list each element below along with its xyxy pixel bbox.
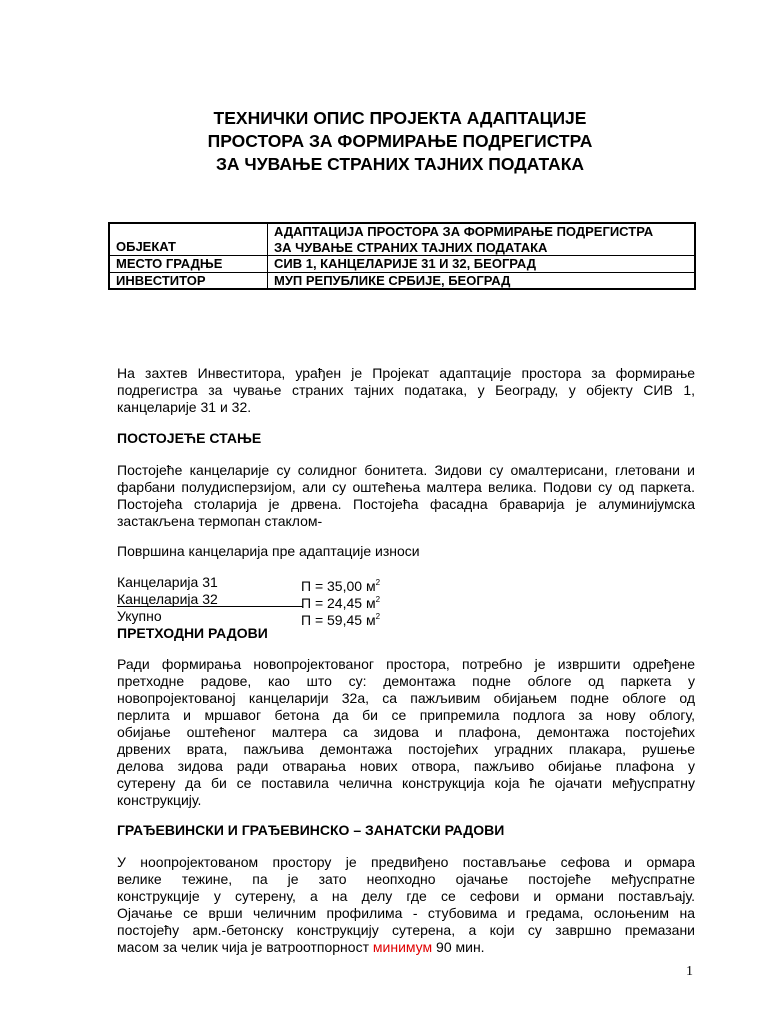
paragraph-line: Ојачање се врши челичним профилима - стубовима и гредама, ослоњеним на xyxy=(117,905,695,921)
area-total-underline xyxy=(117,606,303,607)
info-key: ИНВЕСТИТОР xyxy=(109,272,268,289)
area-name: Укупно xyxy=(117,608,162,624)
paragraph-line: обијање оштећеног малтера са зидова и плафона, демонтажа постојећих xyxy=(117,724,695,740)
title-line-1: ТЕХНИЧКИ ОПИС ПРОЈЕКТА АДАПТАЦИЈЕ xyxy=(213,108,587,128)
project-info-table xyxy=(108,222,696,290)
paragraph-line: Ради формирања новопројектованог простора, потребно је извршити одређене xyxy=(117,656,695,672)
paragraph-line: дрвених врата, пажљива демонтажа постојећих уградних плакара, рушење xyxy=(117,741,695,757)
info-key: МЕСТО ГРАДЊЕ xyxy=(109,256,268,273)
paragraph-line: конструкције у сутерену, а на делу где се сефови и ормани постављају. xyxy=(117,888,695,904)
info-value: МУП РЕПУБЛИКЕ СРБИЈЕ, БЕОГРАД xyxy=(268,272,696,289)
paragraph-line: делова зидова ради отварања нових отвора, пажљиво обијање плафона у xyxy=(117,758,695,774)
area-value: П = 35,00 $м^2$ xyxy=(301,578,381,594)
section-heading-preliminary-works: ПРЕТХОДНИ РАДОВИ xyxy=(117,625,268,641)
paragraph-line: велике тежине, па је зато неопходно ојачање постојеће међуспратне xyxy=(117,871,695,887)
paragraph-line: постојећу арм.-бетонску конструкцију сутерена, а који су завршно премазани xyxy=(117,922,695,938)
preliminary-works-paragraph xyxy=(117,656,695,809)
area-value: П = 59,45 $м^2$ xyxy=(301,612,381,628)
area-intro-text: Површина канцеларија пре адаптације износи xyxy=(117,543,420,559)
area-value: П = 24,45 $м^2$ xyxy=(301,595,381,611)
info-value: СИВ 1, КАНЦЕЛАРИЈЕ 31 И 32, БЕОГРАД xyxy=(268,256,696,273)
construction-works-paragraph xyxy=(117,854,695,956)
title-line-2: ПРОСТОРА ЗА ФОРМИРАЊЕ ПОДРЕГИСТРА xyxy=(207,131,593,151)
paragraph-line: претходне радове, као што су: демонтажа подне облоге од паркета у xyxy=(117,673,695,689)
section-heading-existing-state: ПОСТОЈЕЋЕ СТАЊЕ xyxy=(117,430,262,446)
info-key: ОБЈЕКАТ xyxy=(109,223,268,256)
table-row xyxy=(109,256,695,273)
paragraph-line: новопројектованој канцеларији 32а, са пажљивим обијањем подне облоге од xyxy=(117,690,695,706)
page-number: 1 xyxy=(686,964,693,979)
highlighted-word: минимум xyxy=(372,939,433,955)
paragraph-line: масом за челик чија је ватроотпорност минимум 90 мин. xyxy=(117,939,485,955)
info-value: АДАПТАЦИЈА ПРОСТОРА ЗА ФОРМИРАЊЕ ПОДРЕГИСТРА ЗА ЧУВАЊЕ СТРАНИХ ТАЈНИХ ПОДАТАКА xyxy=(268,223,696,256)
section-heading-construction-works: ГРАЂЕВИНСКИ И ГРАЂЕВИНСКО – ЗАНАТСКИ РАДОВИ xyxy=(117,822,505,838)
paragraph-line: У ноопројектованом простору је предвиђено постављање сефова и ормара xyxy=(117,854,695,870)
intro-paragraph: На захтев Инвеститора, урађен је Пројекат адаптације простора за формирање подрегистра за чување страних тајних података, у Београду, у објекту СИВ 1, канцеларије 31 и 32. xyxy=(117,365,695,415)
area-name: Канцеларија 32 xyxy=(117,591,218,607)
existing-state-paragraph: Постојеће канцеларије су солидног бонитета. Зидови су омалтерисани, глетовани и фарбани полудисперзијом, али су оштећења малтера велика. Подови су од паркета. Постојећа столарија је дрвена. Постојећа фасадна браварија је алуминијумска застакљена термопан стаклом- xyxy=(117,462,695,529)
paragraph-line: сутерену да би се поставила челична конструкција која ће ојачати међуспратну xyxy=(117,775,695,791)
area-name: Канцеларија 31 xyxy=(117,574,218,590)
paragraph-line: конструкцију. xyxy=(117,792,202,808)
paragraph-line: перлита и мршавог бетона да би се припремила подлога за нову облогу, xyxy=(117,707,695,723)
document-title xyxy=(0,107,768,176)
table-row xyxy=(109,223,695,256)
table-row xyxy=(109,272,695,289)
title-line-3: ЗА ЧУВАЊЕ СТРАНИХ ТАЈНИХ ПОДАТАКА xyxy=(215,154,585,174)
